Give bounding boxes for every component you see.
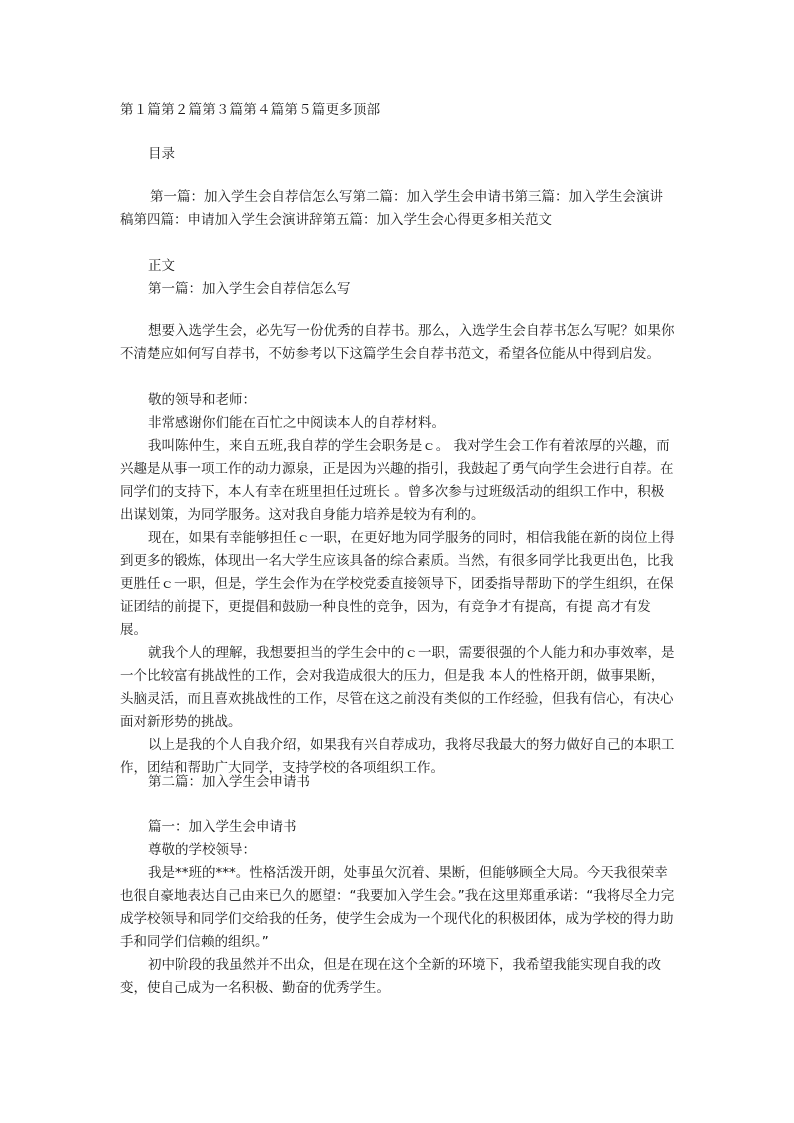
- toc-title: 目录: [148, 146, 175, 162]
- paragraph-1: 我叫陈仲生，来自五班,我自荐的学生会职务是ｃ。 我对学生会工作有着浓厚的兴趣，而兴趣是从事一项工作的动力源泉，正是因为兴趣的指引，我鼓起了勇气向学生会进行自荐。在同学们的支持下，本人有幸在班里担任过班长 。曾多次参与过班级活动的组织工作中，积极出谋划策，为同学服务。这对我自身能力培养是较为有利的。: [120, 438, 674, 523]
- body-title: 正文: [148, 258, 175, 274]
- paragraph-3: 就我个人的理解，我想要担当的学生会中的ｃ一职，需要很强的个人能力和办事效率，是一个比较富有挑战性的工作，会对我造成很大的压力，但是我 本人的性格开朗，做事果断，头脑灵活，而且喜欢挑战性的工作，尽管在这之前没有类似的工作经验，但我有信心，有决心面对新形势的挑战。: [120, 645, 675, 730]
- part1-heading: 第一篇：加入学生会自荐信怎么写: [148, 281, 351, 297]
- toc-list: 第一篇：加入学生会自荐信怎么写第二篇：加入学生会申请书第三篇：加入学生会演讲稿第四篇：申请加入学生会演讲辞第五篇：加入学生会心得更多相关范文: [120, 189, 663, 228]
- page-navigation[interactable]: 第１篇第２篇第３篇第４篇第５篇更多顶部: [120, 102, 381, 118]
- part2-heading: 第二篇：加入学生会申请书: [148, 774, 310, 790]
- sub-heading: 篇一：加入学生会申请书: [148, 819, 297, 835]
- intro-paragraph: 想要入选学生会，必先写一份优秀的自荐书。那么，入选学生会自荐书怎么写呢？如果你不清楚应如何写自荐书，不妨参考以下这篇学生会自荐书范文，希望各位能从中得到启发。: [120, 323, 675, 362]
- salutation-2: 尊敬的学校领导：: [148, 842, 256, 858]
- paragraph-5: 我是**班的***。性格活泼开朗，处事虽欠沉着、果断，但能够顾全大局。今天我很荣幸也很自豪地表达自己由来已久的愿望：“我要加入学生会。”我在这里郑重承诺：“我将尽全力完成学校领导和同学们交给我的任务，使学生会成为一个现代化的积极团体，成为学校的得力助手和同学们信赖的组织。”: [120, 865, 675, 950]
- paragraph-6: 初中阶段的我虽然并不出众，但是在现在这个全新的环境下，我希望我能实现自我的改变，使自己成为一名积极、勤奋的优秀学生。: [120, 957, 661, 996]
- salutation: 敬的领导和老师：: [148, 392, 256, 408]
- thanks-line: 非常感谢你们能在百忙之中阅读本人的自荐材料。: [148, 415, 445, 431]
- paragraph-2: 现在，如果有幸能够担任ｃ一职，在更好地为同学服务的同时，相信我能在新的岗位上得到更多的锻炼，体现出一名大学生应该具备的综合素质。当然，有很多同学比我更出色，比我更胜任ｃ一职，但是，学生会作为在学校党委直接领导下，团委指导帮助下的学生组织，在保证团结的前提下，更提倡和鼓励一种良性的竞争，因为，有竞争才有提高，有提 高才有发展。: [120, 530, 675, 638]
- paragraph-4: 以上是我的个人自我介绍，如果我有兴自荐成功，我将尽我最大的努力做好自己的本职工作，团结和帮助广大同学，支持学校的各项组织工作。: [120, 737, 675, 776]
